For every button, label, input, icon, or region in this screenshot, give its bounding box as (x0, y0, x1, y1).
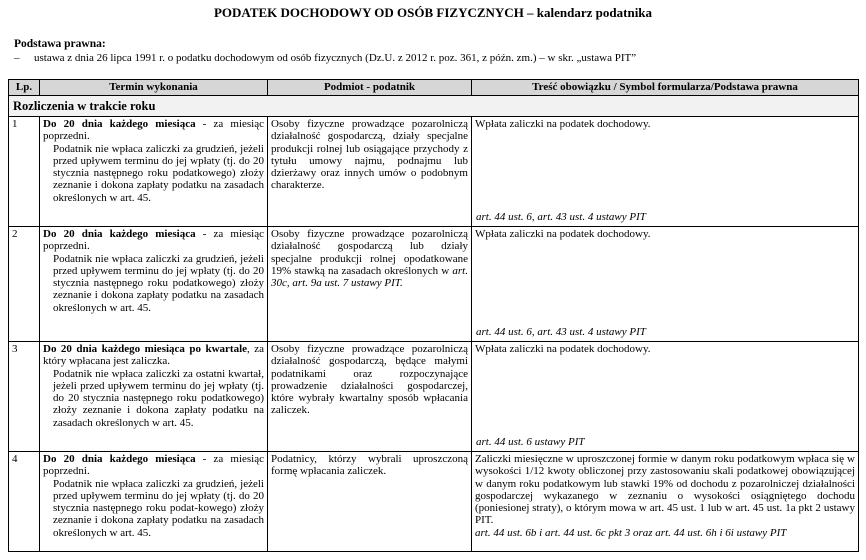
subject-legal-ref: art. 30c, art. 9a ust. 7 ustawy PIT. (271, 264, 468, 290)
term-note: Podatnik nie wpłaca zaliczki za grudzień, jeżeli przed upływem terminu do jej wpłaty (tj. do 20 stycznia następnego roku podat-kowego) złoży zeznanie i dokona zapłaty podatku na zasadach określonych w art. 45. (53, 477, 264, 539)
row-term (40, 452, 268, 552)
row-duty (472, 117, 859, 227)
term-note: Podatnik nie wpłaca zaliczki za ostatni kwartał, jeżeli przed upływem terminu do jej wpłaty (tj. do 20 stycznia następnego roku podatkowego) złoży zeznanie i dokona zapłaty podatku na zasadach określonych w art. 45. (53, 367, 264, 429)
row-term (40, 227, 268, 342)
term-period: - za miesiąc poprzedni. (43, 228, 264, 253)
term-period: - za miesiąc poprzedni. (43, 453, 264, 478)
row-duty (472, 452, 859, 552)
section-title: Rozliczenia w trakcie roku (9, 96, 859, 117)
term-deadline: Do 20 dnia każdego miesiąca (43, 453, 196, 465)
term-note: Podatnik nie wpłaca zaliczki za grudzień, jeżeli przed upływem terminu do jej wpłaty (tj. do 20 stycznia następnego roku podatkowego) złoży zeznanie i dokona zapłaty podatku na zasadach określonych w art. 45. (53, 142, 264, 204)
section-row (9, 96, 859, 117)
header-lp: Lp. (9, 80, 40, 96)
term-deadline: Do 20 dnia każdego miesiąca po kwartale (43, 343, 248, 355)
legal-basis-dash: – (14, 52, 20, 64)
legal-basis-item (14, 52, 636, 65)
term-note: Podatnik nie wpłaca zaliczki za grudzień, jeżeli przed upływem terminu do jej wpłaty (tj. do 20 stycznia następnego roku podatkowego) złoży zeznanie i dokona zapłaty podatku na zasadach określonych w art. 45. (53, 252, 264, 314)
header-subject: Podmiot - podatnik (268, 80, 472, 96)
table-row (9, 342, 859, 452)
tax-calendar-table (8, 79, 859, 552)
legal-basis-text: ustawa z dnia 26 lipca 1991 r. o podatku dochodowym od osób fizycznych (Dz.U. z 2012 r. poz. 361, z późn. zm.) – w skr. „ustawa PIT” (34, 52, 637, 64)
duty-text: Zaliczki miesięczne w uproszczonej formie w danym roku podatkowym wpłaca się w wysokości 1/12 kwoty obliczonej przy zastosowaniu skali podatkowej obowiązującej w danym roku podatkowym lub stawki 19% od dochodu z pozarolniczej działalności gospodarczej wykazanego w zeznaniu o wysokości osiągniętego dochodu (poniesionej straty), o którym mowa w art. 45 ust. 1 lub w art. 45 ust. 1a pkt 2 ustawy PIT. (475, 453, 855, 527)
subject-text: Osoby fizyczne prowadzące pozarolniczą działalność gospodarczą lub działy specjalne produkcji rolnej opodatkowane 19% stawką na zasadach określonych w (271, 228, 468, 277)
row-subject: Podatnicy, którzy wybrali uproszczoną formę wpłacania zaliczek. (268, 452, 472, 552)
row-term (40, 342, 268, 452)
term-period: - za miesiąc poprzedni. (43, 118, 264, 143)
table-row (9, 227, 859, 342)
row-subject: Osoby fizyczne prowadzące pozarolniczą działalność gospodarczą, działy specjalne produkcji rolnej lub osiągające przychody z tytułu umowy najmu, podnajmu lub dzierżawy oraz innych umów o podobnym charakterze. (268, 117, 472, 227)
duty-text: Wpłata zaliczki na podatek dochodowy. (475, 343, 651, 355)
table-row (9, 452, 859, 552)
row-term (40, 117, 268, 227)
duty-legal-basis: art. 44 ust. 6, art. 43 ust. 4 ustawy PIT (476, 210, 646, 223)
header-term: Termin wykonania (40, 80, 268, 96)
row-duty (472, 227, 859, 342)
row-number: 3 (9, 342, 40, 452)
document-title: PODATEK DOCHODOWY OD OSÓB FIZYCZNYCH – kalendarz podatnika (213, 5, 653, 20)
duty-legal-basis: art. 44 ust. 6b i art. 44 ust. 6c pkt 3 oraz art. 44 ust. 6h i 6i ustawy PIT (475, 526, 787, 539)
row-number: 4 (9, 452, 40, 552)
row-duty (472, 342, 859, 452)
term-deadline: Do 20 dnia każdego miesiąca (43, 118, 196, 130)
row-subject (268, 227, 472, 342)
table-row (9, 117, 859, 227)
duty-text: Wpłata zaliczki na podatek dochodowy. (475, 118, 651, 130)
duty-text: Wpłata zaliczki na podatek dochodowy. (475, 228, 651, 240)
table-header-row (9, 80, 859, 96)
duty-legal-basis: art. 44 ust. 6, art. 43 ust. 4 ustawy PIT (476, 325, 646, 338)
row-number: 1 (9, 117, 40, 227)
row-subject: Osoby fizyczne prowadzące pozarolniczą działalność gospodarczą, będące małymi podatnikami oraz rozpoczynające prowadzenie działalności gospodarczej, które wybrały kwartalny sposób wpłacania zaliczek. (268, 342, 472, 452)
header-duty: Treść obowiązku / Symbol formularza/Podstawa prawna (472, 80, 859, 96)
legal-basis-label: Podstawa prawna: (14, 38, 106, 50)
term-deadline: Do 20 dnia każdego miesiąca (43, 228, 196, 240)
term-period: , za który wpłacana jest zaliczka. (43, 343, 264, 368)
duty-legal-basis: art. 44 ust. 6 ustawy PIT (476, 435, 585, 448)
row-number: 2 (9, 227, 40, 342)
